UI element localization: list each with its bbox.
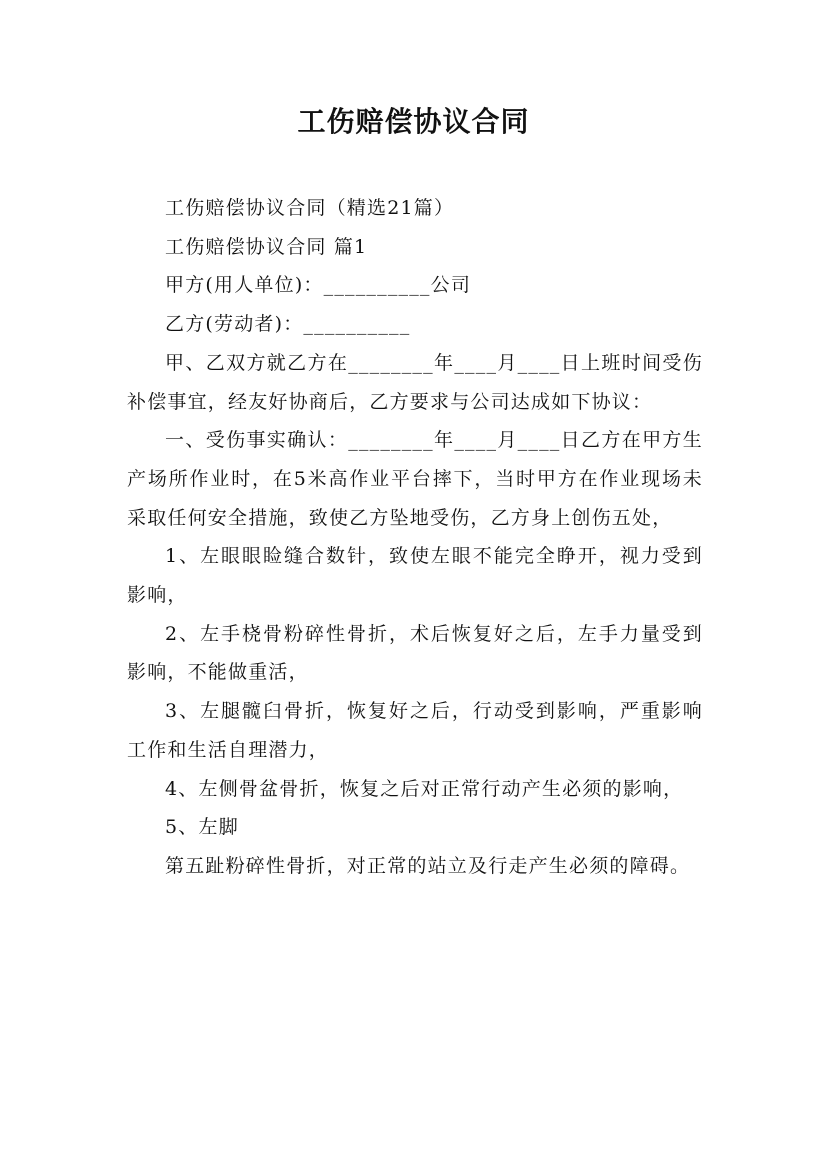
party-b-line: 乙方(劳动者)：__________	[165, 313, 411, 336]
section-heading: 工伤赔偿协议合同 篇1	[165, 235, 368, 258]
injury-facts-paragraph: 一、受伤事实确认：________年____月____日乙方在甲方生产场所作业时，在5米高作业平台摔下，当时甲方在作业现场未采取任何安全措施，致使乙方坠地受伤，乙方身上创伤五处，	[127, 429, 703, 529]
party-a-line: 甲方(用人单位)：__________公司	[165, 274, 472, 297]
document-body	[127, 189, 703, 886]
injury-item-3: 3、左腿髋臼骨折，恢复好之后，行动受到影响，严重影响工作和生活自理潜力，	[127, 700, 703, 761]
injury-item-5: 5、左脚	[165, 816, 239, 839]
injury-item-1: 1、左眼眼睑缝合数针，致使左眼不能完全睁开，视力受到影响，	[127, 545, 703, 607]
injury-item-2: 2、左手桡骨粉碎性骨折，术后恢复好之后，左手力量受到影响，不能做重活，	[127, 622, 703, 684]
injury-item-5-detail: 第五趾粉碎性骨折，对正常的站立及行走产生必须的障碍。	[165, 854, 691, 877]
intro-paragraph: 甲、乙双方就乙方在________年____月____日上班时间受伤补偿事宜，经友好协商后，乙方要求与公司达成如下协议：	[127, 351, 703, 413]
subtitle-line: 工伤赔偿协议合同（精选21篇）	[165, 197, 455, 219]
injury-item-4: 4、左侧骨盆骨折，恢复之后对正常行动产生必须的影响，	[165, 777, 684, 800]
document-title: 工伤赔偿协议合同	[297, 105, 530, 138]
